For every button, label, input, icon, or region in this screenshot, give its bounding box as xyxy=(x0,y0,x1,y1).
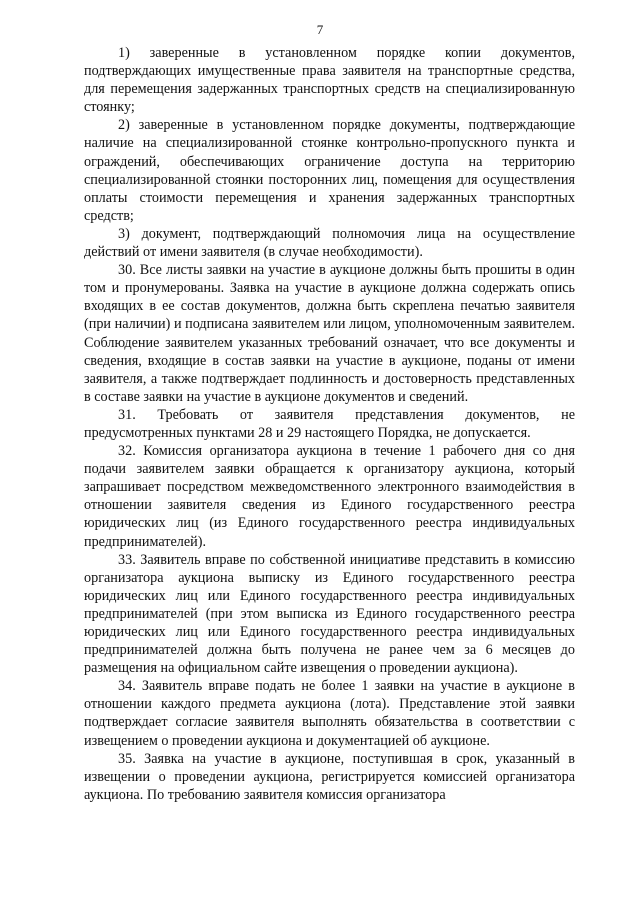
paragraph-clause-34: 34. Заявитель вправе подать не более 1 заявки на участие в аукционе в отношении каждого предмета аукциона (лота). Представление этой заявки подтверждает согласие заявителя выполнять обязательства в соответствии с извещением о проведении аукциона и документацией об аукционе. xyxy=(84,678,575,749)
paragraph-item-1-property-documents: 1) заверенные в установленном порядке копии документов, подтверждающих имущественные права заявителя на транспортные средства, для перемещения задержанных транспортных средств на специализированную стоянку; xyxy=(84,45,575,116)
paragraph-item-2-parking-documents: 2) заверенные в установленном порядке документы, подтверждающие наличие на специализированной стоянке контрольно-пропускного пункта и ограждений, обеспечивающих ограничение доступа на территорию специализированной стоянки посторонних лиц, помещения для осуществления оплаты стоимости перемещения и хранения задержанных транспортных средств; xyxy=(84,117,575,224)
paragraph-clause-30: 30. Все листы заявки на участие в аукционе должны быть прошиты в один том и пронумерованы. Заявка на участие в аукционе должна содержать опись входящих в ее состав документов, должна быть скреплена печатью заявителя (при наличии) и подписана заявителем или лицом, уполномоченным заявителем. Соблюдение заявителем указанных требований означает, что все документы и сведения, входящие в состав заявки на участие в аукционе, поданы от имени заявителя, а также подтверждает подлинность и достоверность представленных в составе заявки на участие в аукционе документов и сведений. xyxy=(84,262,575,405)
page-number: 7 xyxy=(316,22,324,37)
paragraph-clause-31: 31. Требовать от заявителя представления документов, не предусмотренных пунктами 28 и 29 настоящего Порядка, не допускается. xyxy=(84,406,575,441)
paragraph-item-3-authority-document: 3) документ, подтверждающий полномочия лица на осуществление действий от имени заявителя (в случае необходимости). xyxy=(84,225,575,261)
paragraph-clause-35: 35. Заявка на участие в аукционе, поступившая в срок, указанный в извещении о проведении аукциона, регистрируется комиссией организатора аукциона. По требованию заявителя комиссия организатора xyxy=(84,750,575,803)
document-body xyxy=(84,44,575,804)
paragraph-clause-33: 33. Заявитель вправе по собственной инициативе представить в комиссию организатора аукциона выписку из Единого государственного реестра юридических лиц или Единого государственного реестра индивидуальных предпринимателей (при этом выписка из Единого государственного реестра юридических лиц или Единого государственного реестра индивидуальных предпринимателей должна быть получена не ранее чем за 6 месяцев до размещения на официальном сайте извещения о проведении аукциона). xyxy=(84,551,575,677)
paragraph-clause-32: 32. Комиссия организатора аукциона в течение 1 рабочего дня со дня подачи заявителем заявки обращается к организатору аукциона, который запрашивает посредством межведомственного электронного взаимодействия в отношении заявителя сведения из Единого государственного реестра юридических лиц (из Единого государственного реестра индивидуальных предпринимателей). xyxy=(84,443,575,550)
